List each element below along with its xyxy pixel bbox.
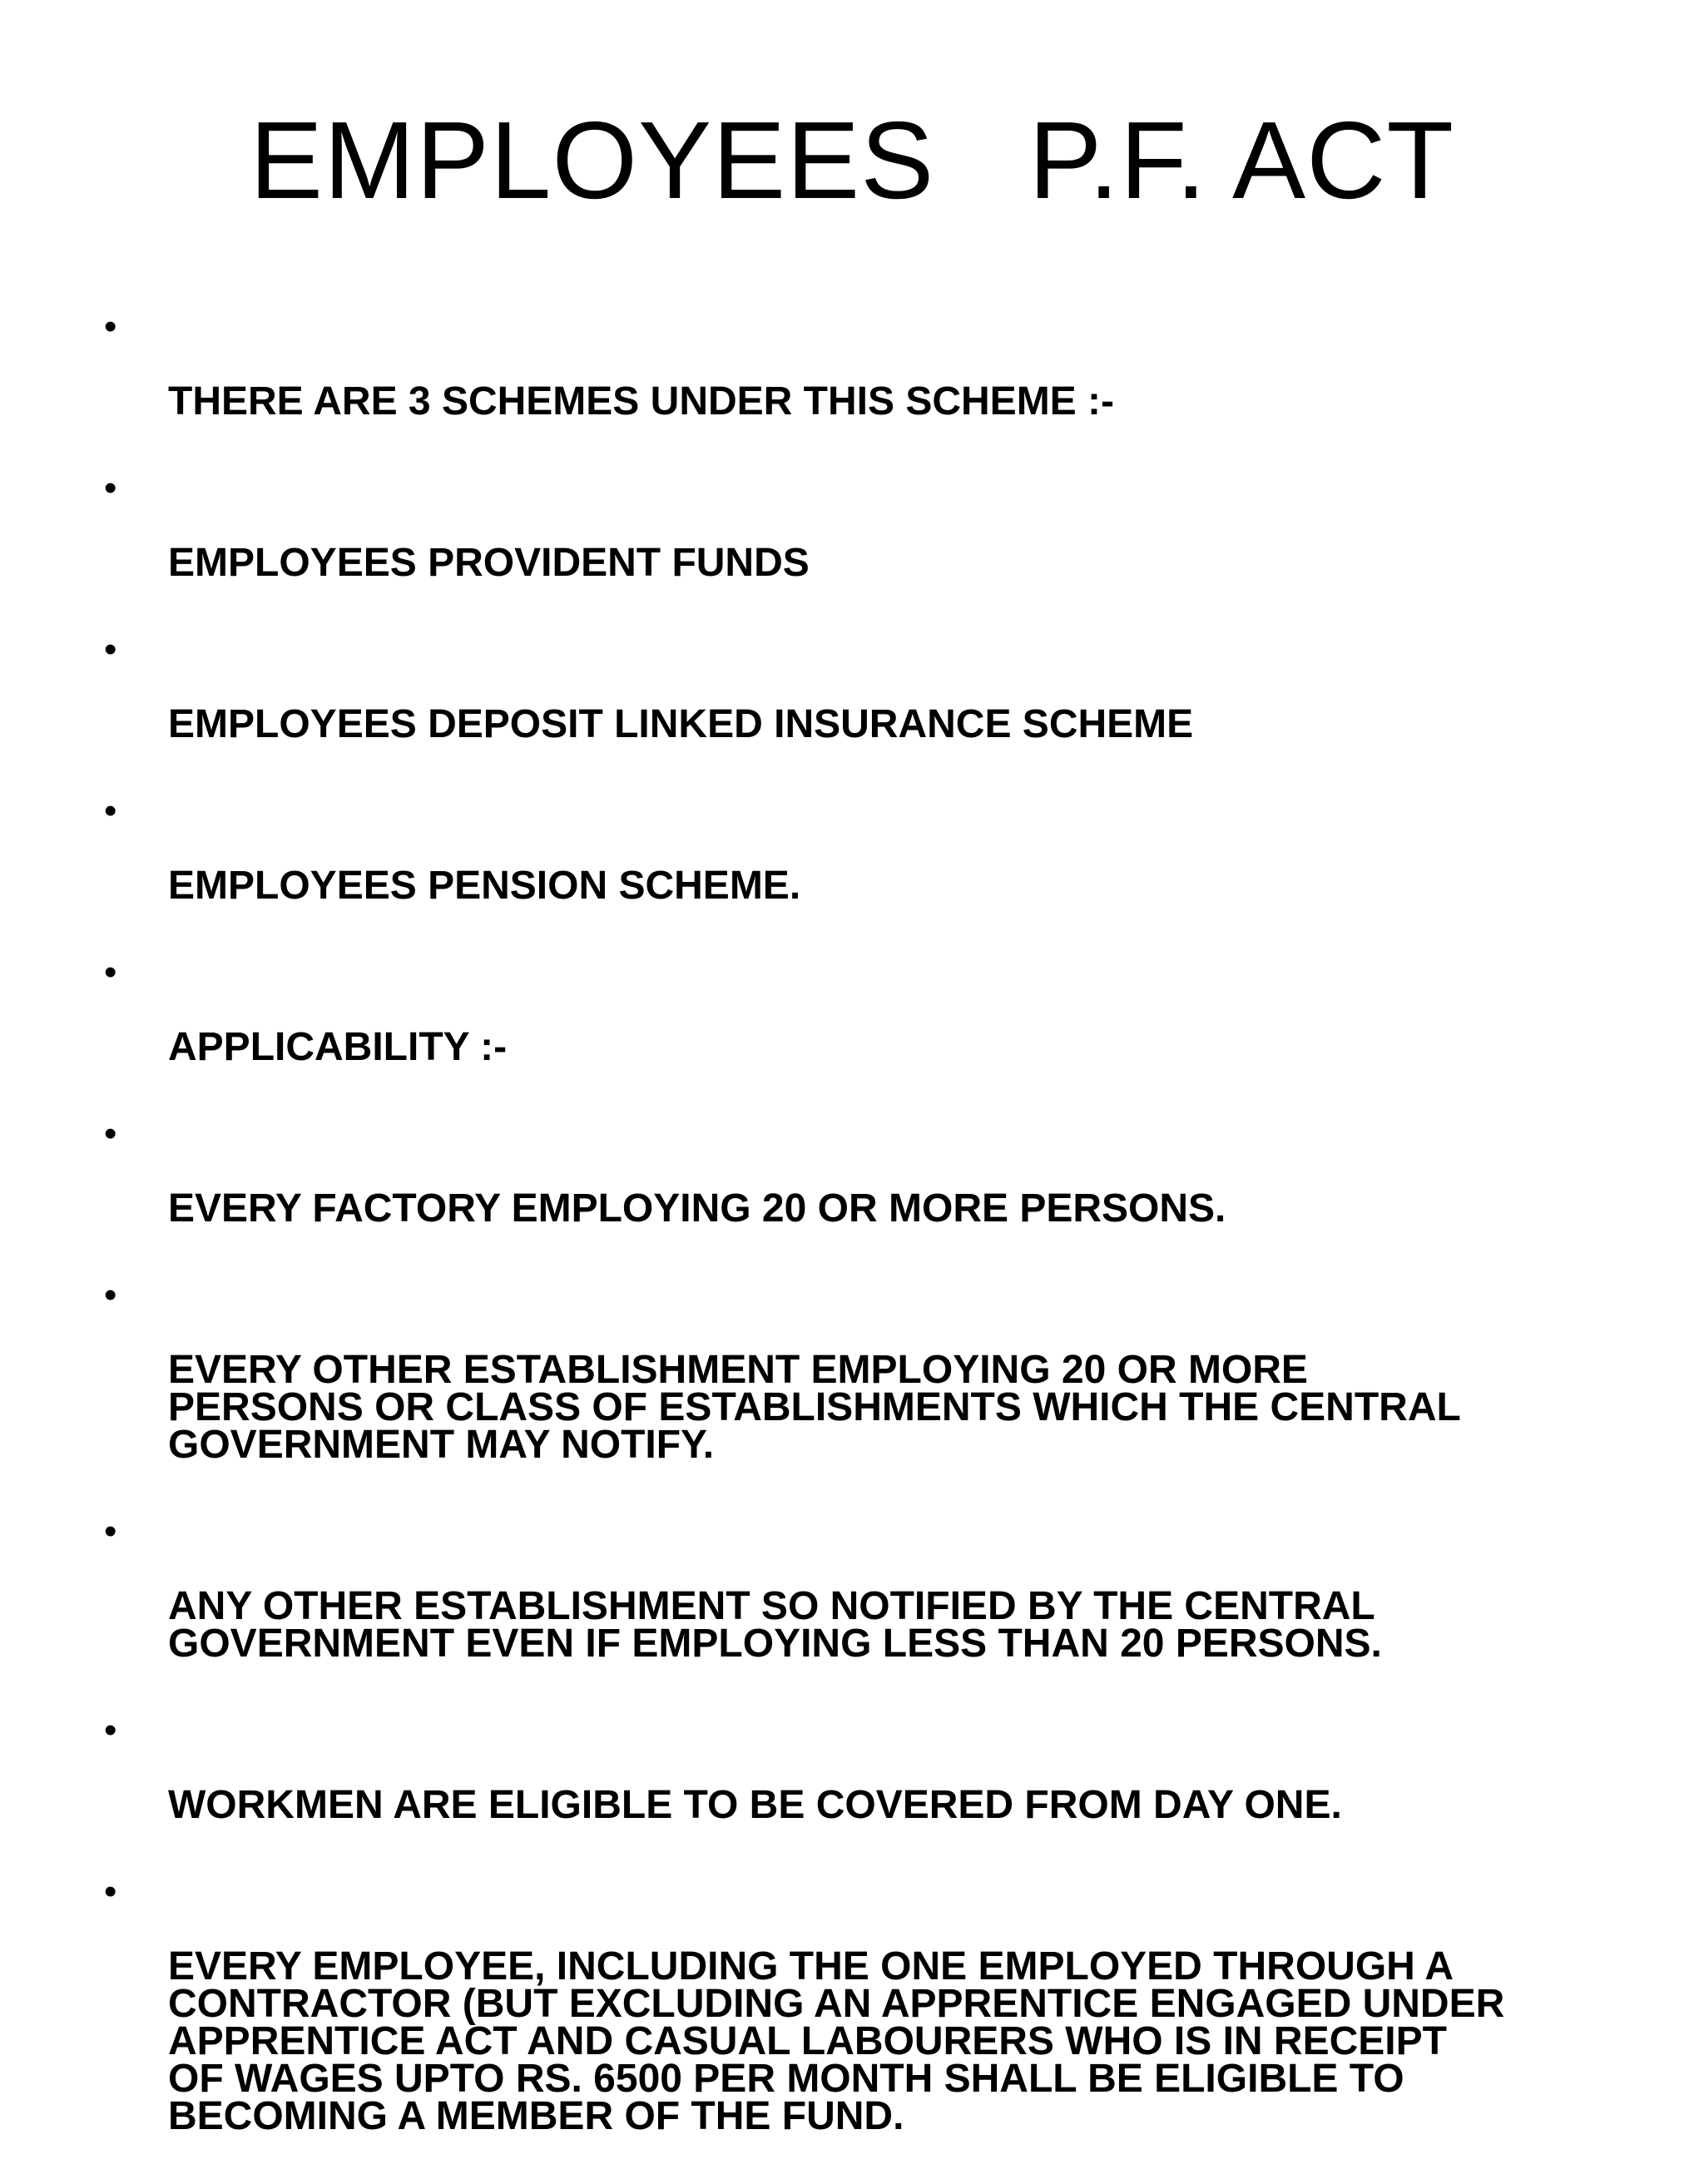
bullet-icon: • (104, 1275, 117, 1315)
bullet-icon: • (104, 952, 117, 993)
bullet-text: ANY OTHER ESTABLISHMENT SO NOTIFIED BY THE CENTRAL GOVERNMENT EVEN IF EMPLOYING LESS THAN 20 PERSONS. (168, 1584, 1382, 1666)
bullet-text: EMPLOYEES PROVIDENT FUNDS (168, 541, 810, 585)
bullet-icon: • (104, 790, 117, 831)
bullet-icon: • (104, 1511, 117, 1552)
bullet-text: APPLICABILITY :- (168, 1025, 508, 1069)
bullet-icon: • (104, 468, 117, 508)
bullet-text: EMPLOYEES DEPOSIT LINKED INSURANCE SCHEME (168, 702, 1194, 746)
bullet-item (96, 1115, 1643, 1265)
bullet-icon: • (104, 1113, 117, 1154)
bullet-list (96, 308, 1643, 2184)
bullet-item (96, 1873, 1643, 2172)
bullet-text: EMPLOYEES PENSION SCHEME. (168, 864, 801, 908)
bullet-item (96, 308, 1643, 458)
bullet-icon: • (104, 1710, 117, 1751)
bullet-item (96, 953, 1643, 1103)
bullet-text: EVERY FACTORY EMPLOYING 20 OR MORE PERSONS. (168, 1186, 1226, 1231)
bullet-text: WORKMEN ARE ELIGIBLE TO BE COVERED FROM DAY ONE. (168, 1783, 1342, 1827)
bullet-item (96, 1711, 1643, 1861)
bullet-icon: • (104, 629, 117, 670)
bullet-item (96, 1276, 1643, 1501)
bullet-icon: • (104, 1871, 117, 1912)
bullet-item (96, 792, 1643, 942)
bullet-item (96, 1513, 1643, 1700)
bullet-text: EVERY OTHER ESTABLISHMENT EMPLOYING 20 OR MORE PERSONS OR CLASS OF ESTABLISHMENTS WHICH THE CENTRAL GOVERNMENT MAY NOTIFY. (168, 1348, 1461, 1467)
bullet-icon: • (104, 306, 117, 347)
bullet-item (96, 469, 1643, 619)
bullet-text: THERE ARE 3 SCHEMES UNDER THIS SCHEME :- (168, 379, 1114, 423)
bullet-item (96, 631, 1643, 780)
slide-title: EMPLOYEES P.F. ACT (249, 99, 1455, 221)
bullet-text: EVERY EMPLOYEE, INCLUDING THE ONE EMPLOYED THROUGH A CONTRACTOR (BUT EXCLUDING AN APPRENTICE ENGAGED UNDER APPRENTICE ACT AND CASUAL LABOURERS WHO IS IN RECEIPT OF WAGES UPTO RS. 6500 PER MONTH SHALL BE ELIGIBLE TO BECOMING A MEMBER OF THE FUND. (168, 1944, 1505, 2138)
